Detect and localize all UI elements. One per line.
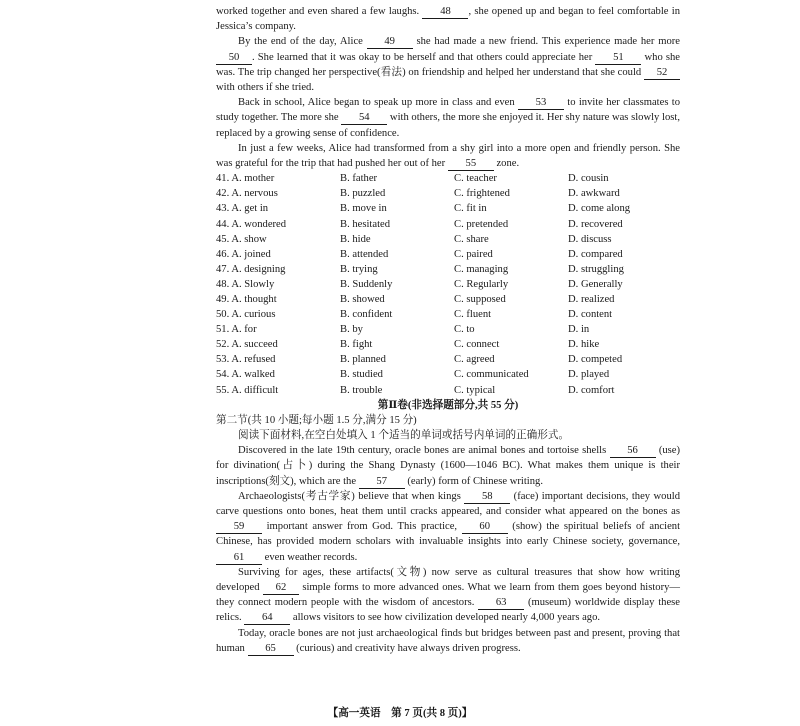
- option-a: A. get in: [231, 203, 269, 215]
- blank-58: 58: [464, 491, 510, 504]
- blank-64: 64: [244, 612, 290, 625]
- option-row: [216, 337, 680, 352]
- blank-56: 56: [610, 445, 656, 458]
- blank-61: 61: [216, 552, 262, 565]
- question-number-and-option-a: [216, 201, 340, 216]
- option-d: D. recovered: [568, 218, 623, 230]
- option-d: D. comfort: [568, 384, 615, 396]
- option-c: C. to: [454, 324, 475, 336]
- question-number-and-option-a: [216, 262, 340, 277]
- question-number: 49.: [216, 293, 230, 305]
- option-d: D. played: [568, 369, 610, 381]
- question-number: 51.: [216, 324, 230, 336]
- option-b: B. trying: [340, 263, 378, 275]
- option-a: A. nervous: [231, 188, 278, 200]
- option-row: [216, 201, 680, 216]
- option-b: B. trouble: [340, 384, 383, 396]
- blank-51: 51: [595, 52, 641, 65]
- section-heading: 第Ⅱ卷(非选择题部分,共 55 分): [377, 399, 519, 411]
- question-number: 41.: [216, 173, 230, 185]
- paragraph-p3: Back in school, Alice began to speak up more in class and even 53 to invite her classmates to study together. The more she 54 with others, the more she enjoyed it. Her shy nature was slowly lost, replaced by a growing sense of confidence.: [216, 97, 681, 139]
- option-d: D. hike: [568, 339, 600, 351]
- option-b: B. planned: [340, 354, 386, 366]
- option-c: C. fit in: [454, 203, 487, 215]
- page-footer: 【高一英语 第 7 页(共 8 页)】: [327, 708, 473, 719]
- question-number-and-option-a: [216, 217, 340, 232]
- option-a: A. difficult: [231, 384, 279, 396]
- option-a: A. refused: [231, 354, 276, 366]
- option-a: A. succeed: [231, 339, 278, 351]
- option-a: A. curious: [231, 309, 276, 321]
- option-d: D. compared: [568, 248, 623, 260]
- option-d: D. awkward: [568, 188, 620, 200]
- option-b: B. fight: [340, 339, 373, 351]
- option-a: A. joined: [231, 248, 271, 260]
- option-c: C. paired: [454, 248, 493, 260]
- option-row: [216, 171, 680, 186]
- option-row: [216, 292, 680, 307]
- question-number-and-option-a: [216, 292, 340, 307]
- instructions: 阅读下面材料,在空白处填入 1 个适当的单词或括号内单词的正确形式。: [238, 430, 570, 442]
- question-number-and-option-a: [216, 232, 340, 247]
- option-b: B. move in: [340, 203, 387, 215]
- passage-paragraph-4: Today, oracle bones are not just archaeological finds but bridges between past and present, proving that human 65 (curious) and creativity have always driven progress.: [216, 627, 680, 654]
- option-c: C. pretended: [454, 218, 509, 230]
- blank-55: 55: [448, 158, 494, 171]
- option-c: C. managing: [454, 263, 509, 275]
- option-row: [216, 322, 680, 337]
- option-b: B. Suddenly: [340, 278, 393, 290]
- question-number-and-option-a: [216, 337, 340, 352]
- option-b: B. puzzled: [340, 188, 386, 200]
- option-c: C. typical: [454, 384, 496, 396]
- passage-paragraph-1: Discovered in the late 19th century, oracle bones are animal bones and tortoise shells 56 (use) for divination(占卜) during the Shang Dynasty (1600—1046 BC). What makes them unique is their inscriptions(刻文), which are the 57 (early) form of Chinese writing.: [216, 445, 680, 487]
- option-b: B. showed: [340, 293, 385, 305]
- option-c: C. agreed: [454, 354, 495, 366]
- option-b: B. attended: [340, 248, 389, 260]
- question-number: 53.: [216, 354, 230, 366]
- section2-title: 第二节(共 10 小题;每小题 1.5 分,满分 15 分): [216, 414, 417, 426]
- blank-57: 57: [359, 476, 405, 489]
- question-number-and-option-a: [216, 247, 340, 262]
- question-number: 47.: [216, 263, 230, 275]
- option-b: B. studied: [340, 369, 383, 381]
- blank-63: 63: [478, 597, 524, 610]
- option-d: D. realized: [568, 293, 615, 305]
- question-number: 50.: [216, 309, 230, 321]
- question-number-and-option-a: [216, 322, 340, 337]
- question-number: 42.: [216, 188, 230, 200]
- option-a: A. wondered: [231, 218, 287, 230]
- option-row: [216, 232, 680, 247]
- option-row: [216, 383, 680, 398]
- question-number: 48.: [216, 278, 230, 290]
- option-d: D. discuss: [568, 233, 612, 245]
- option-c: C. share: [454, 233, 489, 245]
- question-number: 54.: [216, 369, 230, 381]
- option-d: D. struggling: [568, 263, 624, 275]
- option-b: B. hesitated: [340, 218, 391, 230]
- question-number-and-option-a: [216, 352, 340, 367]
- option-row: [216, 352, 680, 367]
- question-number-and-option-a: [216, 367, 340, 382]
- question-number: 43.: [216, 203, 230, 215]
- question-number: 44.: [216, 218, 230, 230]
- passage-paragraph-2: Archaeologists(考古学家) believe that when kings 58 (face) important decisions, they would carve questions onto bones, heat them until cracks appeared, and consider what appeared on the bones as 59 important answer from God. This practice, 60 (show) the spiritual beliefs of ancient Chinese, has provided modern scholars with invaluable insights into early Chinese society, governance, 61 even weather records.: [216, 490, 681, 563]
- question-number: 52.: [216, 339, 230, 351]
- option-row: [216, 277, 680, 292]
- option-row: [216, 186, 680, 201]
- option-a: A. thought: [231, 293, 277, 305]
- paragraph-p4: In just a few weeks, Alice had transformed from a shy girl into a more open and friendly person. She was grateful for the trip that had pushed her out of her 55 zone.: [216, 142, 680, 170]
- option-c: C. connect: [454, 339, 500, 351]
- option-d: D. in: [568, 324, 590, 336]
- option-c: C. teacher: [454, 173, 497, 185]
- blank-53: 53: [518, 97, 564, 110]
- question-number-and-option-a: [216, 171, 340, 186]
- paragraph-p1: worked together and even shared a few laughs. 48 , she opened up and began to feel comfortable in Jessica’s company.: [216, 6, 680, 33]
- option-c: C. Regularly: [454, 278, 509, 290]
- option-d: D. cousin: [568, 173, 609, 185]
- question-number: 46.: [216, 248, 230, 260]
- exam-page: [216, 4, 680, 656]
- option-c: C. fluent: [454, 309, 492, 321]
- options-table: [216, 171, 680, 397]
- blank-52: 52: [644, 67, 680, 80]
- option-a: A. designing: [231, 263, 286, 275]
- blank-48: 48: [422, 6, 468, 19]
- option-a: A. show: [231, 233, 267, 245]
- option-c: C. supposed: [454, 293, 506, 305]
- option-d: D. come along: [568, 203, 631, 215]
- blank-65: 65: [248, 643, 294, 656]
- option-d: D. content: [568, 309, 613, 321]
- option-a: A. mother: [231, 173, 275, 185]
- option-row: [216, 262, 680, 277]
- option-row: [216, 307, 680, 322]
- option-row: [216, 217, 680, 232]
- option-b: B. confident: [340, 309, 393, 321]
- question-number: 45.: [216, 233, 230, 245]
- paragraph-p2: By the end of the day, Alice 49 she had made a new friend. This experience made her more 50 . She learned that it was okay to be herself and that others could appreciate her 51 who she was. The trip changed her perspective(看法) on friendship and helped her understand that she could 52 with others if she tried.: [216, 36, 680, 94]
- option-row: [216, 367, 680, 382]
- option-d: D. competed: [568, 354, 623, 366]
- passage-paragraph-3: Surviving for ages, these artifacts(文物) now serve as cultural treasures that show how writing developed 62 simple forms to more advanced ones. What we learn from them goes beyond history—they connect modern people with the wisdom of ancestors. 63 (museum) worldwide display these relics. 64 allows visitors to see how civilization developed nearly 4,000 years ago.: [216, 566, 680, 624]
- question-number-and-option-a: [216, 277, 340, 292]
- option-c: C. frightened: [454, 188, 510, 200]
- option-d: D. Generally: [568, 278, 623, 290]
- question-number-and-option-a: [216, 307, 340, 322]
- option-b: B. hide: [340, 233, 371, 245]
- option-a: A. Slowly: [231, 278, 275, 290]
- option-a: A. for: [231, 324, 257, 336]
- blank-54: 54: [341, 112, 387, 125]
- blank-60: 60: [462, 521, 508, 534]
- question-number-and-option-a: [216, 383, 340, 398]
- option-c: C. communicated: [454, 369, 529, 381]
- option-a: A. walked: [231, 369, 275, 381]
- blank-49: 49: [367, 36, 413, 49]
- blank-62: 62: [263, 582, 299, 595]
- blank-59: 59: [216, 521, 262, 534]
- question-number: 55.: [216, 384, 230, 396]
- option-row: [216, 247, 680, 262]
- blank-50: 50: [216, 52, 252, 65]
- option-b: B. father: [340, 173, 378, 185]
- question-number-and-option-a: [216, 186, 340, 201]
- option-b: B. by: [340, 324, 363, 336]
